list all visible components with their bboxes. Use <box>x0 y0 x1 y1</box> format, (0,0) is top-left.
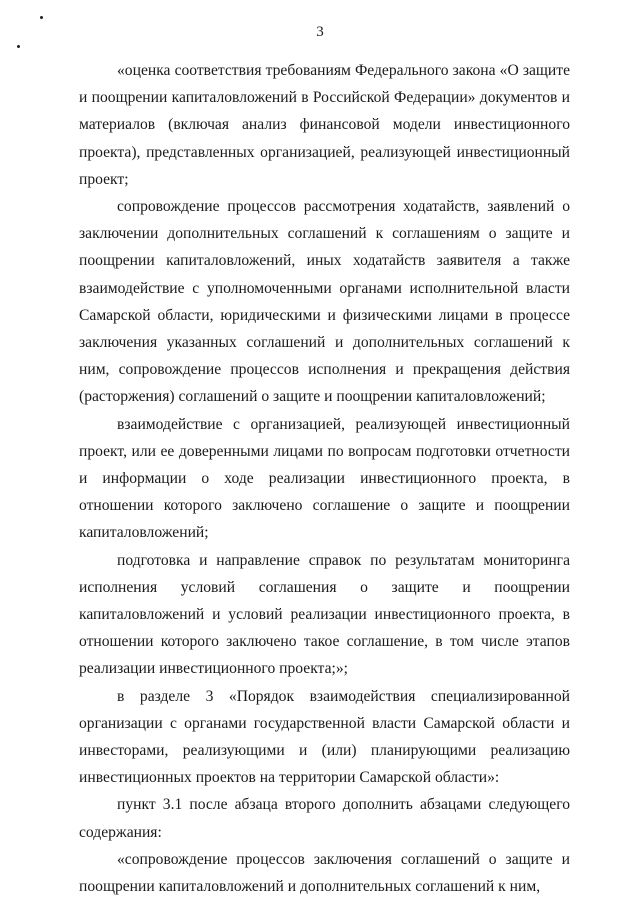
paragraph: «оценка соответствия требованиям Федерального закона «О защите и поощрении капиталовложений в Российской Федерации» документов и материалов (включая анализ финансовой модели инвестиционного проекта), представленных организацией, реализующей инвестиционный проект; <box>79 62 570 188</box>
paragraph: пункт 3.1 после абзаца второго дополнить абзацами следующего содержания: <box>79 796 570 841</box>
page-number: 3 <box>316 24 324 40</box>
paragraph: «сопровождение процессов заключения соглашений о защите и поощрении капиталовложений и дополнительных соглашений к ним, <box>79 850 570 896</box>
scan-mark <box>17 45 20 48</box>
scan-mark <box>40 16 43 19</box>
document-body <box>79 57 570 900</box>
paragraph: в разделе 3 «Порядок взаимодействия специализированной организации с органами государственной власти Самарской области и инвесторами, реализующими и (или) планирующими реализацию инвестиционных проектов на территории Самарской области»: <box>79 687 570 787</box>
paragraph: сопровождение процессов рассмотрения ходатайств, заявлений о заключении дополнительных соглашений к соглашениям о защите и поощрении капиталовложений, иных ходатайств заявителя а также взаимодействие с уполномоченными органами исполнительной власти Самарской области, юридическими и физическими лицами в процессе заключения указанных соглашений и дополнительных соглашений к ним, сопровождение процессов исполнения и прекращения действия (расторжения) соглашений о защите и поощрении капиталовложений; <box>79 198 570 406</box>
paragraph: подготовка и направление справок по результатам мониторинга исполнения условий соглашения о защите и поощрении капиталовложений и условий реализации инвестиционного проекта, в отношении которого заключено такое соглашение, в том числе этапов реализации инвестиционного проекта;»; <box>79 551 570 678</box>
paragraph: взаимодействие с организацией, реализующей инвестиционный проект, или ее доверенными лицами по вопросам подготовки отчетности и информации о ходе реализации инвестиционного проекта, в отношении которого заключено соглашение о защите и поощрении капиталовложений; <box>79 415 570 542</box>
